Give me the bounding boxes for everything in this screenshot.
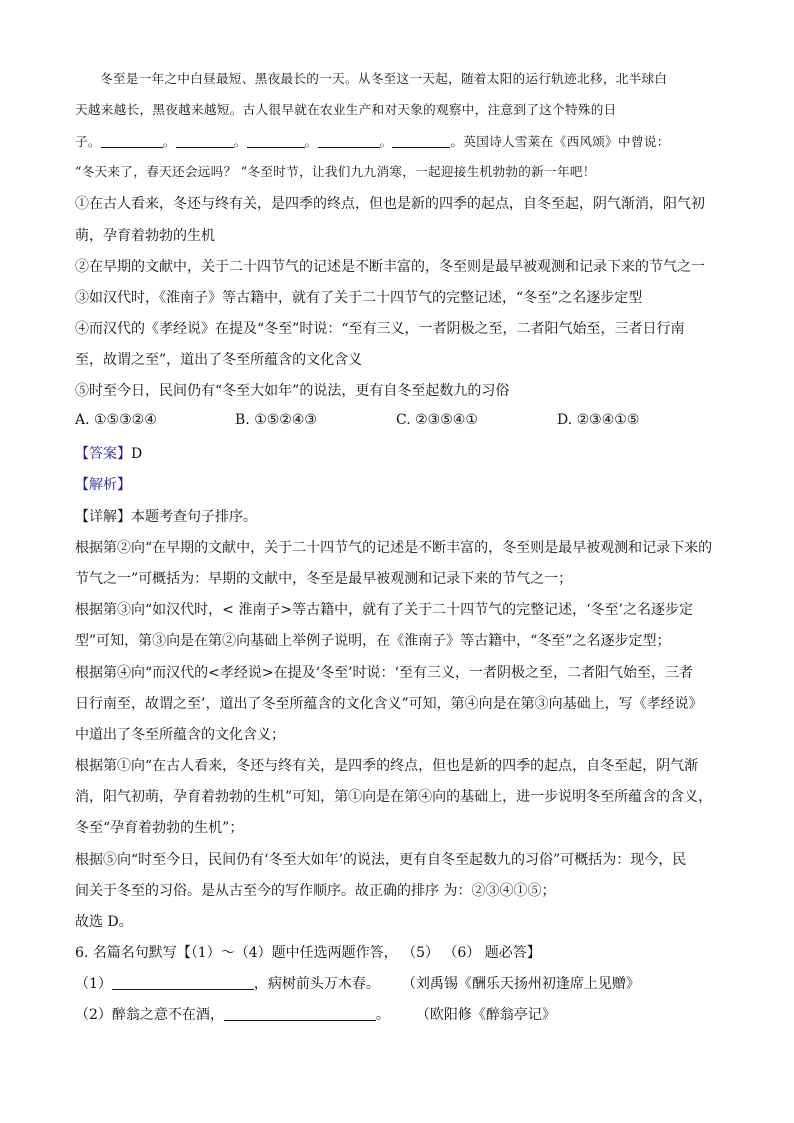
q6-title-bracket-open: 【 — [176, 945, 191, 961]
q6-item-2-source: （欧阳修《醉翁亭记》 — [415, 1007, 556, 1023]
blank-1 — [101, 145, 163, 148]
analysis-p4-line-3: 中道出了冬至所蕴含的文化含义； — [75, 727, 285, 743]
analysis-p3-line-2: 型”可知，第③向是在第②向基础上举例子说明，在《淮南子》等古籍中，“冬至”之名逐步定型； — [75, 633, 671, 649]
analysis-p2-line-2: 节气之一”可概括为：早期的文献中，冬至是最早被观测和记录下来的节气之一； — [75, 571, 573, 587]
sentence-4-line-1: ④而汉代的《孝经说》在提及“冬至”时说：“至有三义，一者阴极之至，二者阳气始至，三者日行南 — [75, 321, 685, 337]
passage-line-2: 天越来越长，黑夜越来越短。古人很早就在农业生产和对天象的观察中，注意到了这个特殊的日 — [75, 102, 617, 117]
option-d: D. ②③④①⑤ — [557, 412, 640, 428]
q6-item-1 — [75, 973, 640, 993]
q6-item-1-text: ，病树前头万木春。 — [253, 976, 380, 992]
passage-line-3: 子。 。 。 。 。 。英国诗人雪莱在《西风颂》中曾说： — [75, 134, 670, 149]
option-c: C. ②③⑤④① — [396, 412, 478, 428]
analysis-p1-line-3: 冬至“孕育着勃勃的生机”； — [75, 820, 244, 836]
q6-title-instructions: （1）～（4）题中任选两题作答， （5） （6） 题必答 — [190, 945, 527, 961]
option-a: A. ①⑤③②④ — [75, 412, 157, 428]
answer-blank-1[interactable] — [112, 987, 254, 990]
q6-title — [75, 942, 541, 962]
analysis-label: 【解析】 — [75, 477, 131, 493]
analysis-p5-line-1: 根据⑤向“时至今日，民间仍有‘冬至大如年’的说法，更有自冬至起数九的习俗”可概括为：现今，民 — [75, 852, 687, 868]
blank-4 — [318, 145, 380, 148]
analysis-p4-line-1: 根据第④向“而汉代的<孝经说>在提及‘冬至’时说：‘至有三义，一者阴极之至，二者阳气始至，三者 — [75, 665, 693, 681]
sentence-2: ②在早期的文献中，关于二十四节气的记述是不断丰富的，冬至则是最早被观测和记录下来的节气之一 — [75, 259, 705, 275]
sentence-3: ③如汉代时，《淮南子》等古籍中，就有了关于二十四节气的完整记述，“冬至”之名逐步定型 — [75, 290, 643, 306]
sentence-5: ⑤时至今日，民间仍有“冬至大如年”的说法，更有自冬至起数九的习俗 — [75, 383, 510, 399]
analysis-p1-line-2: 消，阳气初萌，孕育着勃勃的生机”可知，第①向是在第④向的基础上，进一步说明冬至所蕴含的含义， — [75, 789, 713, 805]
analysis-p4-line-2: 日行南至，故谓之至’，道出了冬至所蕴含的文化含义”可知，第④向是在第③向基础上，写《孝经说》 — [75, 696, 703, 712]
q6-title-bracket-close: 】 — [526, 945, 541, 961]
analysis-p5-line-2: 间关于冬至的习俗。是从古至今的写作顺序。故正确的排序 为：②③④①⑤； — [75, 883, 556, 899]
passage-line-4: “冬天来了，春天还会远吗？ ”冬至时节，让我们九九消寒，一起迎接生机勃勃的新一年吧！ — [75, 164, 596, 179]
q6-item-1-source: （刘禹锡《酬乐天扬州初逢席上见赠》 — [401, 976, 640, 992]
q6-item-2-text: （2）醉翁之意不在酒， — [75, 1007, 224, 1023]
analysis-p3-line-1: 根据第③向“如汉代时，< 淮南子>等古籍中，就有了关于二十四节气的完整记述，‘冬至’之名逐步定 — [75, 602, 693, 618]
passage-line-3-lead: 子。 — [75, 134, 101, 149]
sentence-1-line-1: ①在古人看来，冬还与终有关，是四季的终点，但也是新的四季的起点，自冬至起，阴气渐消，阳气初 — [75, 196, 705, 212]
analysis-p1-line-1: 根据第①向“在古人看来，冬还与终有关，是四季的终点，但也是新的四季的起点，自冬至起，阴气渐 — [75, 758, 699, 774]
blank-2 — [176, 145, 234, 148]
q6-item-1-number: （1） — [75, 976, 112, 992]
passage-line-3-tail: 英国诗人雪莱在《西风颂》中曾说： — [463, 134, 670, 149]
blank-3 — [247, 145, 305, 148]
analysis-conclusion: 故选 D。 — [75, 914, 133, 930]
analysis-p2-line-1: 根据第②向“在早期的文献中，关于二十四节气的记述是不断丰富的，冬至则是最早被观测和记录下来的 — [75, 540, 713, 556]
detail-text: 本题考查句子排序。 — [131, 509, 257, 525]
detail-label: 【详解】 — [75, 509, 131, 525]
q6-item-2-end: 。 — [375, 1007, 390, 1023]
answer-label: 【答案】 — [75, 446, 131, 462]
answer-blank-2[interactable] — [224, 1018, 376, 1021]
q6-title-prefix: 6. 名篇名句默写 — [75, 945, 177, 961]
passage-line-1: 冬至是一年之中白昼最短、黑夜最长的一天。从冬至这一天起，随着太阳的运行轨迹北移，北半球白 — [100, 71, 668, 86]
answer-value: D — [131, 446, 143, 462]
detail-line — [75, 506, 257, 526]
blank-5 — [392, 145, 450, 148]
q6-item-2 — [75, 1004, 556, 1024]
sentence-4-line-2: 至，故谓之至”，道出了冬至所蕴含的文化含义 — [75, 352, 363, 368]
option-b: B. ①⑤②④③ — [235, 412, 317, 428]
answer-line — [75, 443, 142, 463]
sentence-1-line-2: 萌，孕育着勃勃的生机 — [75, 228, 215, 244]
